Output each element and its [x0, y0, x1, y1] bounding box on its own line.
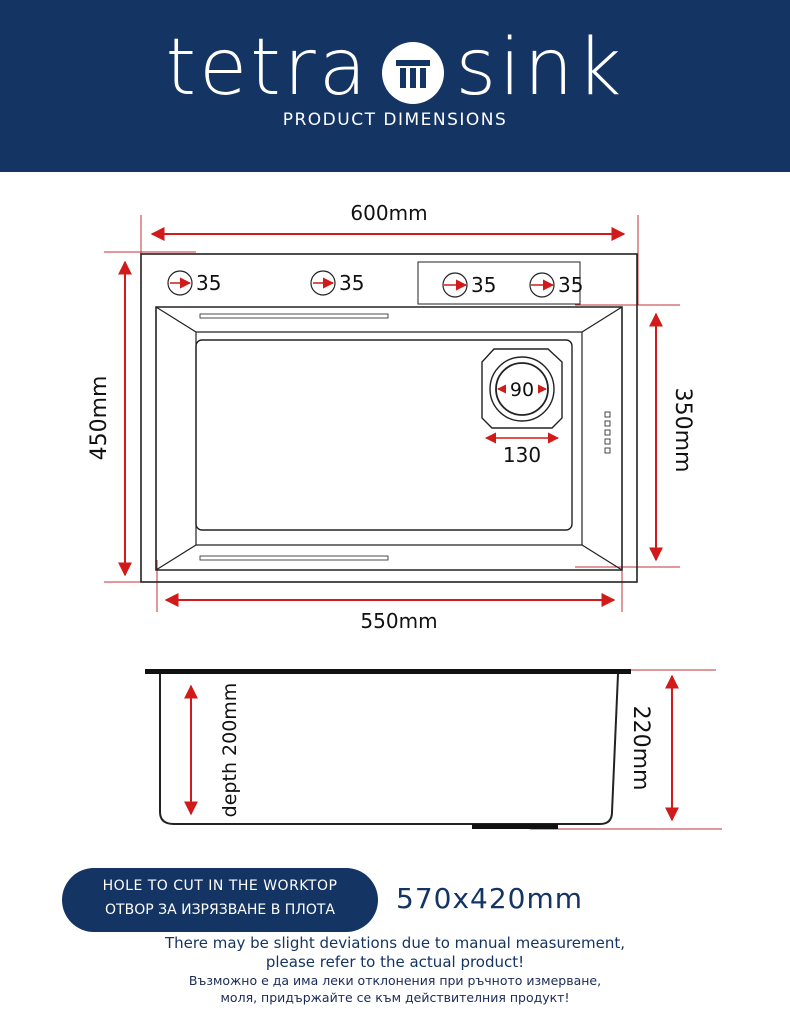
brand-logo — [0, 18, 790, 113]
tap-hole-label-1: 35 — [196, 271, 222, 295]
tap-hole-label-3: 35 — [471, 273, 497, 297]
drain-pipe-stub — [472, 824, 558, 829]
depth-label: depth 200mm — [219, 682, 241, 818]
height-outer-label: 450mm — [87, 375, 112, 461]
disclaimer-bg-line2: моля, придържайте се към действителния продукт! — [220, 990, 570, 1005]
sink-logo-icon — [380, 35, 446, 101]
drain-box-label: 130 — [502, 443, 542, 467]
brand-name-right: sink — [455, 22, 625, 113]
height-inner-label: 350mm — [670, 387, 695, 473]
disclaimer-bg-line1: Възможно е да има леки отклонения при ръчното измерване, — [188, 973, 602, 988]
control-buttons-icon — [605, 412, 610, 453]
bowl-bevel-top — [156, 307, 622, 332]
width-inner-label: 550mm — [360, 609, 438, 633]
total-height-label: 220mm — [628, 705, 653, 791]
hole-cutout-badge — [62, 868, 378, 932]
hole-cutout-size: 570x420mm — [396, 882, 584, 915]
drain-diameter-label: 90 — [509, 379, 535, 401]
sink-dimension-drawing — [0, 172, 790, 862]
drain-strainer-top — [200, 314, 388, 318]
brand-name-left: tetra — [165, 22, 370, 113]
width-outer-label: 600mm — [350, 201, 428, 225]
drain-strainer-bottom — [200, 556, 388, 560]
bowl-bevel-bottom — [156, 545, 622, 570]
inner-bowl — [196, 340, 572, 530]
disclaimer-en-line2: please refer to the actual product! — [265, 953, 525, 971]
tap-deck-panel — [418, 262, 580, 304]
side-view-rim — [145, 669, 631, 674]
disclaimer-en-line1: There may be slight deviations due to manual measurement, — [164, 934, 626, 952]
header-banner — [0, 0, 790, 172]
tap-hole-label-2: 35 — [339, 271, 365, 295]
page-subtitle: PRODUCT DIMENSIONS — [282, 110, 508, 130]
sink-side-view — [145, 669, 631, 829]
tap-hole-label-4: 35 — [558, 273, 584, 297]
hole-cutout-label-en: HOLE TO CUT IN THE WORKTOP — [102, 878, 338, 894]
hole-cutout-label-bg: ОТВОР ЗА ИЗРЯЗВАНЕ В ПЛОТА — [105, 902, 335, 918]
